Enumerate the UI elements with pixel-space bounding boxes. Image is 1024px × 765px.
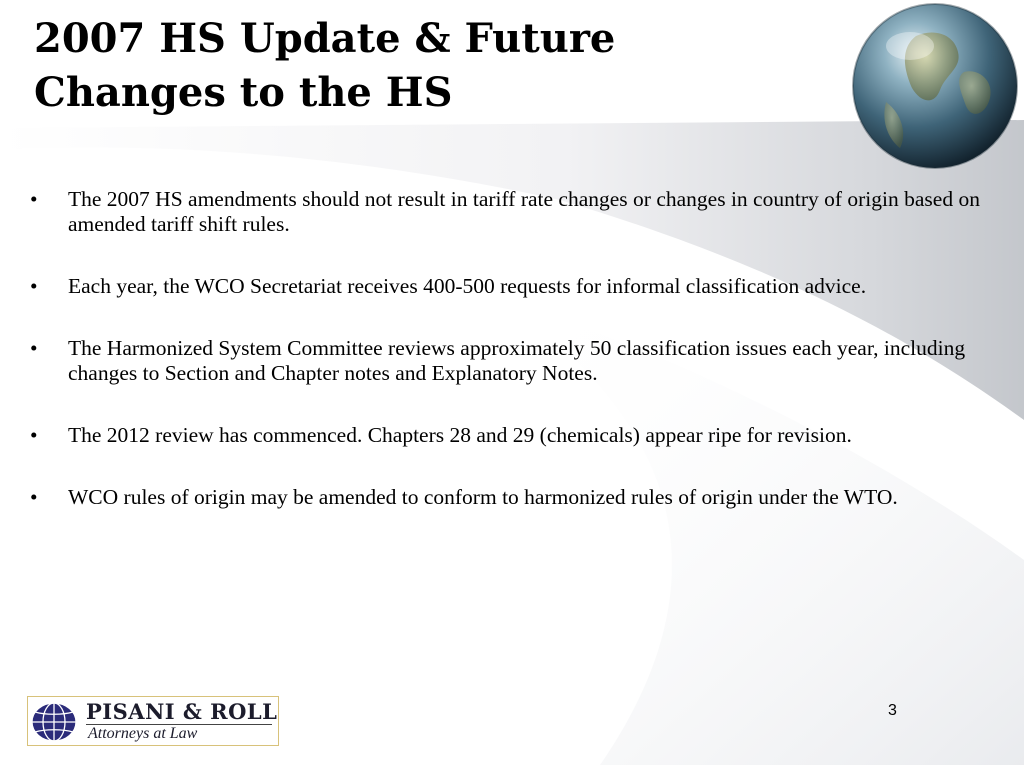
- firm-name: PISANI & ROLL: [86, 699, 278, 724]
- bullet-marker: •: [30, 423, 38, 447]
- bullet-marker: •: [30, 336, 38, 360]
- bullet-marker: •: [30, 187, 38, 211]
- bullet-item: [30, 187, 996, 237]
- earth-globe-icon: [846, 2, 1024, 180]
- slide-title-line-1: 2007 HS Update & Future: [34, 15, 616, 62]
- globe-seal-icon: [30, 701, 78, 743]
- firm-logo: [27, 696, 279, 746]
- firm-tagline: Attorneys at Law: [88, 725, 198, 742]
- bullet-text: Each year, the WCO Secretariat receives 400-500 requests for informal classification advice.: [68, 274, 867, 298]
- bullet-text: The 2012 review has commenced. Chapters 28 and 29 (chemicals) appear ripe for revision.: [68, 423, 852, 447]
- slide-number: 3: [888, 702, 897, 719]
- bullet-item: [30, 274, 996, 299]
- slide-title: [34, 12, 615, 120]
- bullet-item: [30, 336, 996, 386]
- bullet-text: WCO rules of origin may be amended to conform to harmonized rules of origin under the WTO.: [68, 485, 898, 509]
- bullet-item: [30, 485, 996, 510]
- bullet-text: The 2007 HS amendments should not result in tariff rate changes or changes in country of origin based on amended tariff shift rules.: [68, 187, 980, 236]
- bullet-item: [30, 423, 996, 448]
- bullet-marker: •: [30, 485, 38, 509]
- bullet-marker: •: [30, 274, 38, 298]
- slide-title-line-2: Changes to the HS: [34, 69, 453, 116]
- bullet-text: The Harmonized System Committee reviews approximately 50 classification issues each year, including changes to Section and Chapter notes and Explanatory Notes.: [68, 336, 966, 385]
- bullet-list: [30, 187, 996, 547]
